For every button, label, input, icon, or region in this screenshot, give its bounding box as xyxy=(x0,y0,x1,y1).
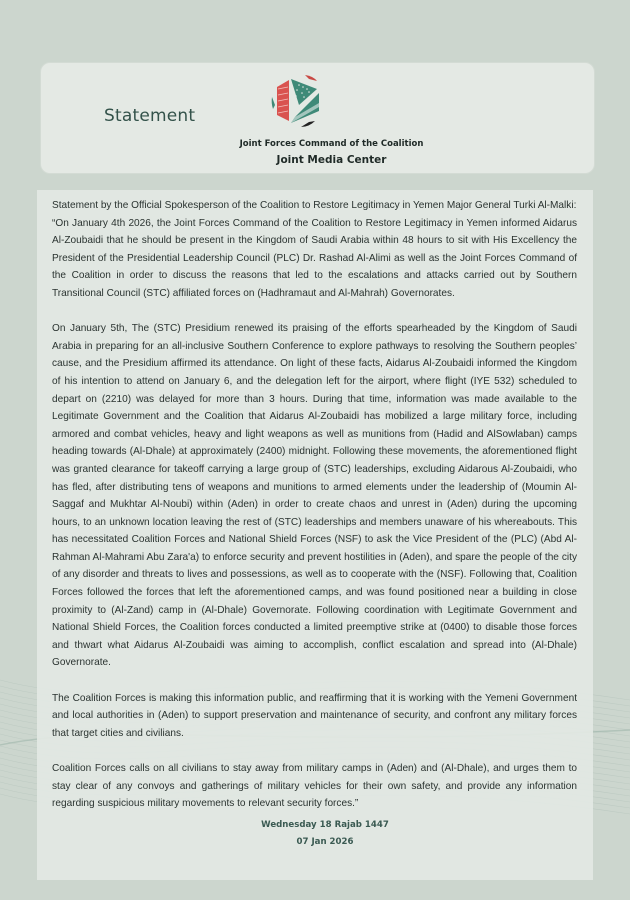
statement-body xyxy=(37,190,593,880)
date-gregorian: 07 Jan 2026 xyxy=(296,837,354,847)
statement-text xyxy=(52,197,577,813)
statement-paragraph: On January 5th, The (STC) Presidium renewed its praising of the efforts spearheaded by the Kingdom of Saudi Arabia in preparing for an all-inclusive Southern Conference to explore pathways to resolving the Southern peoples’ cause, and the Presidium affirmed its attendance. On light of these facts, Aidarus Al-Zoubaidi informed the Kingdom of his intention to attend on January 6, and the delegation left for the airport, where flight (IYE 532) scheduled to depart on (2210) was delayed for more than 3 hours. During that time, information was made available to the Legitimate Government and the Coalition that Aidarus Al-Zoubaidi has mobilized a large military force, including armored and combat vehicles, heavy and light weapons as well as munitions from (Hadid and AlSowlaban) camps heading towards (Al-Dhale) at approximately (2400) midnight. Following these movements, the aforementioned flight was granted clearance for takeoff carrying a large group of (STC) leaderships, excluding Aidarous Al-Zoubaidi, who has fled, after distributing tens of weapons and munitions to armed elements under the leadership of (Moumin Al-Saggaf and Mukhtar Al-Noubi) within (Aden) in order to create chaos and unrest in (Aden) during the upcoming hours, to an unknown location leaving the rest of (STC) leaderships and members unaware of his whereabouts. This has necessitated Coalition Forces and National Shield Forces (NSF) to ask the Vice President of the (PLC) (Abd Al-Rahman Al-Mahrami Abu Zara'a) to enforce security and prevent hostilities in (Aden), and spare the people of the city of any disorder and threats to lives and possessions, as well as to cooperate with the (NSF). Following that, Coalition Forces followed the forces that left the aforementioned camps, and was found positioned near a building in close proximity to (Al-Zand) camp in (Al-Dhale) Governorate. Following coordination with Legitimate Government and National Shield Forces, the Coalition forces conducted a limited preemptive strike at (0400) to disable those forces and thwart what Aidarus Al-Zoubaidi was aiming to accomplish, conflict escalation and spread into (Al-Dhale) Governorate. xyxy=(52,323,577,669)
date-hijri: Wednesday 18 Rajab 1447 xyxy=(261,820,389,830)
statement-paragraph: “On January 4th 2026, the Joint Forces Command of the Coalition to Restore Legitimacy in Yemen informed Aidarus Al-Zoubaidi that he should be present in the Kingdom of Saudi Arabia within 48 hours to sit with His Excellency the President of the Presidential Leadership Council (PLC) Dr. Rashad Al-Alimi as well as the Joint Forces Command of the Coalition in order to discuss the reasons that led to the escalations and attacks carried out by Southern Transitional Council (STC) affiliated forces on (Hadhramaut and Al-Mahrah) Governorates. xyxy=(52,217,577,299)
statement-paragraph: The Coalition Forces is making this information public, and reaffirming that it is working with the Yemeni Government and local authorities in (Aden) to support preservation and maintenance of security, and confront any military forces that target cities and civilians. xyxy=(52,692,577,739)
statement-intro: Statement by the Official Spokesperson of the Coalition to Restore Legitimacy in Yemen Major General Turki Al-Malki: xyxy=(52,200,577,211)
org-name: Joint Forces Command of the Coalition xyxy=(239,139,424,149)
org-subtitle: Joint Media Center xyxy=(276,154,387,166)
statement-header xyxy=(40,62,595,174)
page-title: Statement xyxy=(104,106,196,126)
coalition-emblem-icon xyxy=(269,71,325,131)
statement-paragraph: Coalition Forces calls on all civilians to stay away from military camps in (Aden) and (Al-Dhale), and urges them to stay clear of any convoys and gatherings of military vehicles for their own safety, and provide any information regarding suspicious military movements to relevant security forces.” xyxy=(52,763,577,810)
